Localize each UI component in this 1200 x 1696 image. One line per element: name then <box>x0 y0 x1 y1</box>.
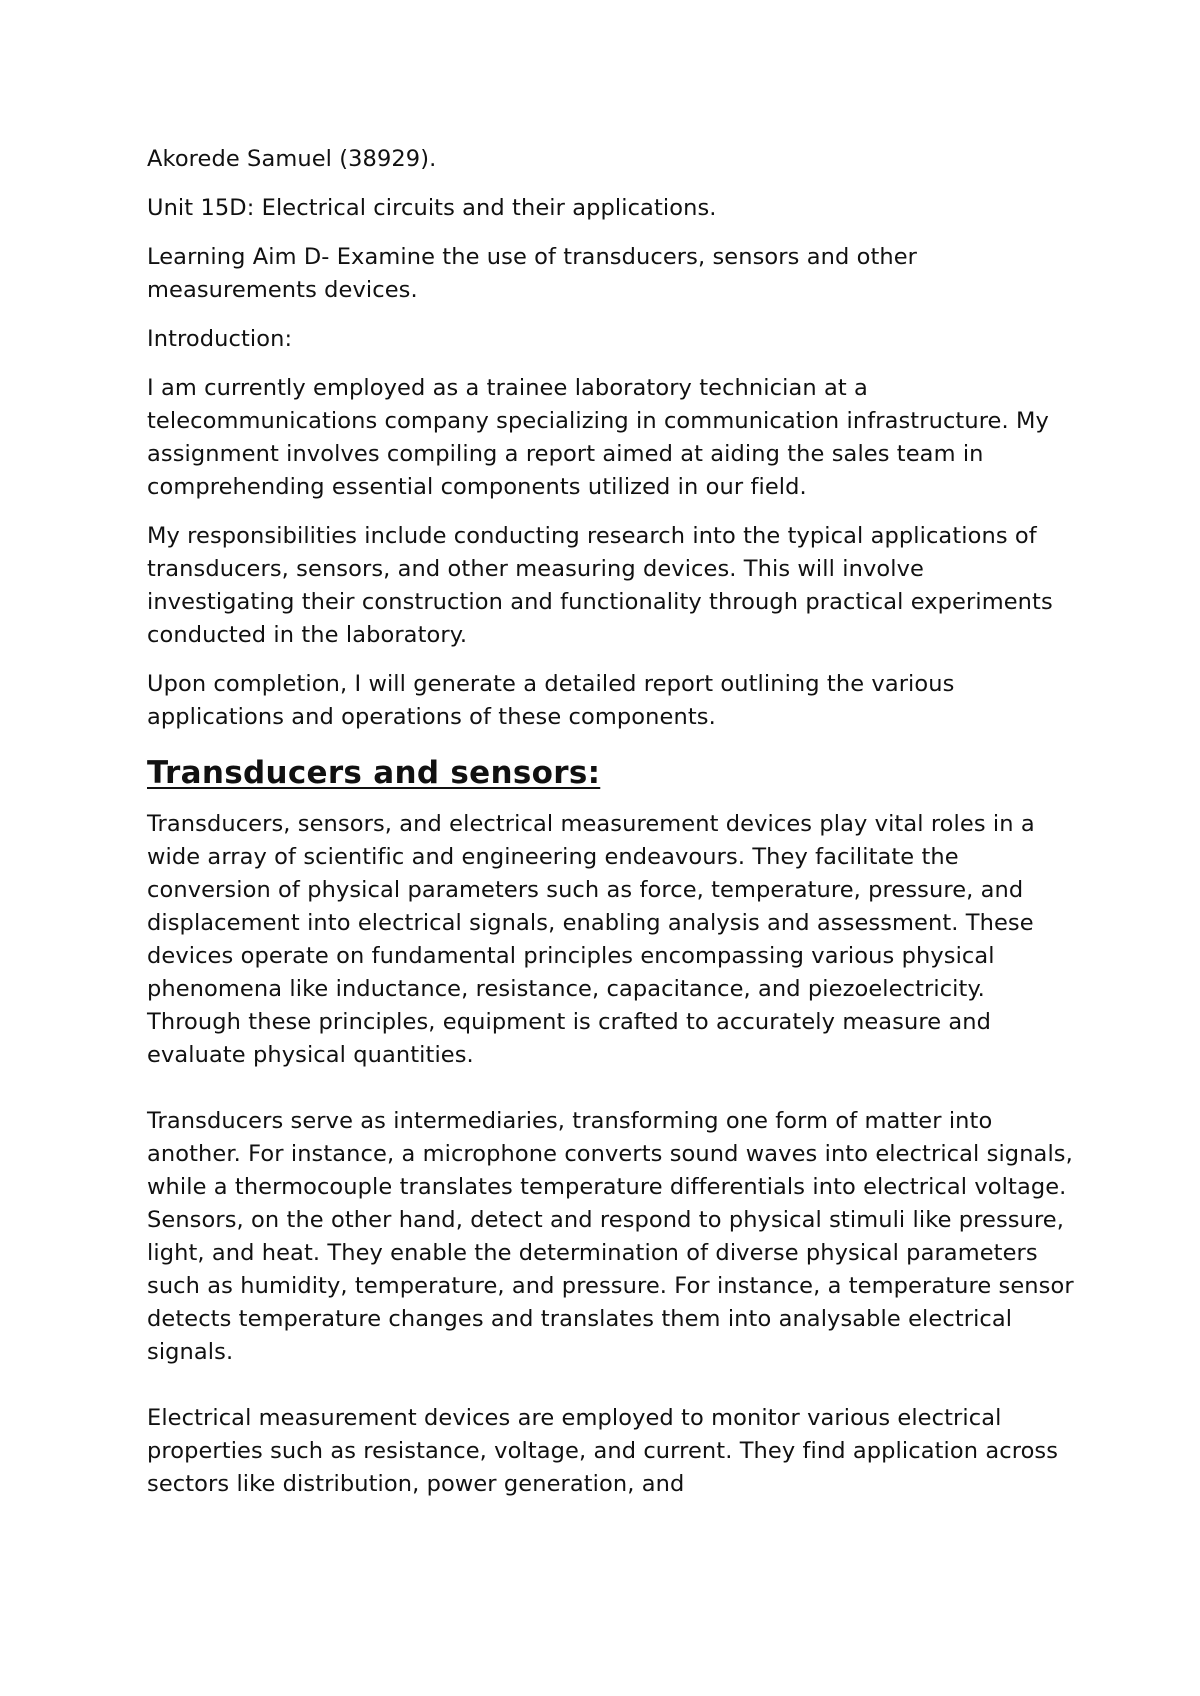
author-line: Akorede Samuel (38929). <box>147 146 437 172</box>
intro-paragraph-completion: Upon completion, I will generate a detailed report outlining the various applications and operations of these components. <box>147 671 955 730</box>
introduction-label: Introduction: <box>147 326 293 352</box>
learning-aim: Learning Aim D- Examine the use of transducers, sensors and other measurements devices. <box>147 244 918 303</box>
section-paragraph-overview: Transducers, sensors, and electrical measurement devices play vital roles in a wide array of scientific and engineering endeavours. They facilitate the conversion of physical parameters such as force, temperature, pressure, and displacement into electrical signals, enabling analysis and assessment. These devices operate on fundamental principles encompassing various physical phenomena like inductance, resistance, capacitance, and piezoelectricity. Through these principles, equipment is crafted to accurately measure and evaluate physical quantities. <box>147 811 1035 1068</box>
section-paragraph-transducers: Transducers serve as intermediaries, transforming one form of matter into another. For instance, a microphone converts sound waves into electrical signals, while a thermocouple translates temperature differentials into electrical voltage. Sensors, on the other hand, detect and respond to physical stimuli like pressure, light, and heat. They enable the determination of diverse physical parameters such as humidity, temperature, and pressure. For instance, a temperature sensor detects temperature changes and translates them into analysable electrical signals. <box>147 1108 1074 1365</box>
unit-title: Unit 15D: Electrical circuits and their applications. <box>147 195 717 221</box>
document-body <box>147 143 1077 1501</box>
section-paragraph-measurement-devices: Electrical measurement devices are employed to monitor various electrical properties such as resistance, voltage, and current. They find application across sectors like distribution, power generation, and <box>147 1405 1059 1497</box>
section-heading: Transducers and sensors: <box>147 755 601 791</box>
intro-paragraph-responsibilities: My responsibilities include conducting research into the typical applications of transducers, sensors, and other measuring devices. This will involve investigating their construction and functionality through practical experiments conducted in the laboratory. <box>147 523 1053 648</box>
intro-paragraph-role: I am currently employed as a trainee laboratory technician at a telecommunications company specializing in communication infrastructure. My assignment involves compiling a report aimed at aiding the sales team in comprehending essential components utilized in our field. <box>147 375 1049 500</box>
